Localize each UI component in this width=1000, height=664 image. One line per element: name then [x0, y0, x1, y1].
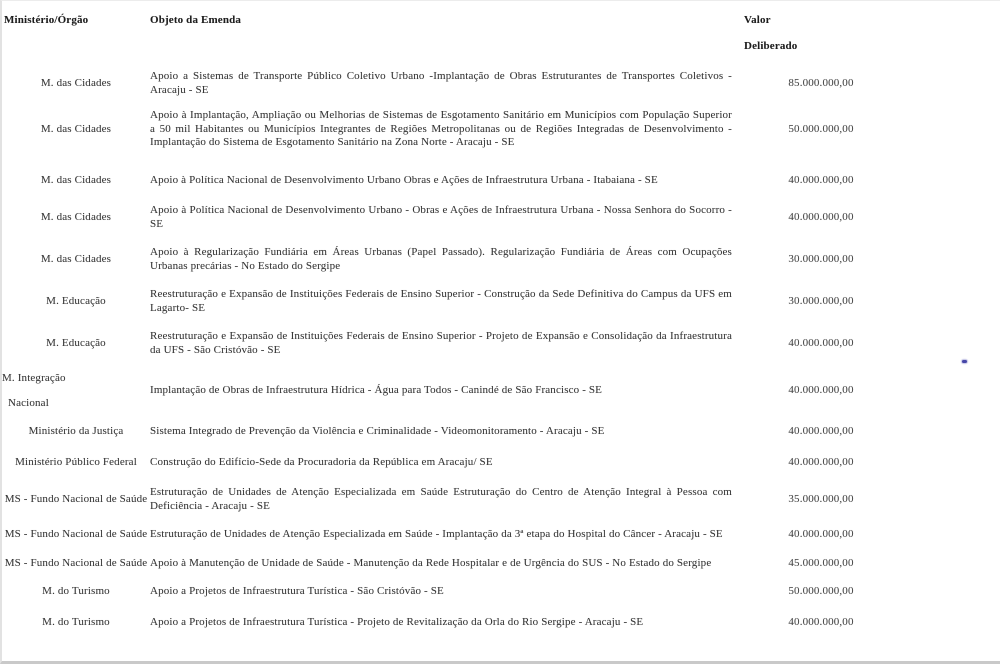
ministry-cell: M. do Turismo: [42, 585, 110, 597]
ministry-cell: M. das Cidades: [40, 173, 112, 186]
object-cell: Apoio à Implantação, Ampliação ou Melhorias de Sistemas de Esgotamento Sanitário em Municípios com População Superior a 50 mil Habitantes ou Municípios Integrantes de Regiões Metropolitanas ou de Regiões Integradas de Desenvolvimento - Implantação do Sistema de Esgotamento Sanitário na Zona Norte - Aracaju - SE: [150, 109, 732, 148]
value-cell: 40.000.000,00: [788, 173, 854, 186]
table-header-row: [2, 1, 1000, 52]
object-cell: Reestruturação e Expansão de Instituições Federais de Ensino Superior - Construção da Sede Definitiva do Campus da UFS em Lagarto- SE: [150, 288, 732, 314]
value-cell: 85.000.000,00: [788, 76, 854, 89]
budget-amendments-table: [2, 1, 1000, 644]
object-cell: Apoio à Manutenção de Unidade de Saúde - Manutenção da Rede Hospitalar e de Urgência do SUS - No Estado do Sergipe: [150, 556, 712, 569]
table-row: [2, 246, 1000, 273]
table-row: [2, 174, 1000, 188]
ministry-cell: M. Educação: [46, 336, 106, 349]
object-cell: Apoio à Política Nacional de Desenvolvimento Urbano - Obras e Ações de Infraestrutura Urbana - Nossa Senhora do Socorro - SE: [150, 204, 732, 230]
column-header-object: Objeto da Emenda: [150, 14, 242, 26]
ministry-cell: Ministério Público Federal: [15, 455, 137, 468]
ink-speck-artifact: [962, 360, 967, 363]
value-cell: 30.000.000,00: [788, 294, 854, 307]
object-cell: Apoio à Regularização Fundiária em Áreas Urbanas (Papel Passado). Regularização Fundiária de Áreas com Ocupações Urbanas precárias - No Estado do Sergipe: [150, 246, 732, 272]
value-cell: 40.000.000,00: [788, 455, 854, 468]
ministry-cell: MS - Fundo Nacional de Saúde: [4, 556, 148, 569]
table-row: [2, 372, 1000, 410]
object-cell: Construção do Edifício-Sede da Procuradoria da República em Aracaju/ SE: [150, 455, 493, 468]
table-row: [2, 425, 1000, 439]
table-row: [2, 109, 1000, 150]
table-row: [2, 486, 1000, 513]
ministry-cell: M. das Cidades: [40, 122, 112, 135]
value-cell: 50.000.000,00: [788, 122, 854, 135]
value-cell: 50.000.000,00: [788, 585, 854, 597]
column-header-value: [742, 14, 900, 52]
table-row: [2, 456, 1000, 470]
object-cell: Estruturação de Unidades de Atenção Especializada em Saúde Estruturação do Centro de Atenção Integral à Pessoa com Deficiência - Aracaju - SE: [150, 486, 732, 512]
value-cell: 45.000.000,00: [788, 556, 854, 569]
ministry-cell: MS - Fundo Nacional de Saúde: [4, 492, 148, 505]
value-cell: 40.000.000,00: [788, 528, 854, 540]
ministry-line1: M. Integração: [2, 372, 66, 384]
ministry-cell: [2, 372, 150, 410]
column-header-value-line1: Valor: [744, 14, 771, 26]
value-cell: 40.000.000,00: [788, 425, 854, 437]
object-cell: Implantação de Obras de Infraestrutura Hídrica - Água para Todos - Canindé de São Francisco - SE: [150, 384, 603, 397]
object-cell: Apoio a Projetos de Infraestrutura Turística - São Cristóvão - SE: [150, 585, 444, 597]
value-cell: 30.000.000,00: [788, 252, 854, 265]
table-body: [2, 52, 1000, 629]
value-cell: 35.000.000,00: [788, 492, 854, 505]
table-row: [2, 557, 1000, 571]
table-row: [2, 204, 1000, 231]
table-row: [2, 288, 1000, 315]
ministry-cell: M. das Cidades: [40, 210, 112, 223]
table-row: [2, 330, 1000, 357]
value-cell: 40.000.000,00: [788, 210, 854, 223]
ministry-cell: M. Educação: [46, 294, 106, 307]
table-row: [2, 70, 1000, 97]
object-cell: Estruturação de Unidades de Atenção Especializada em Saúde - Implantação da 3ª etapa do Hospital do Câncer - Aracaju - SE: [150, 528, 723, 540]
ministry-cell: M. das Cidades: [40, 76, 112, 89]
value-cell: 40.000.000,00: [788, 615, 854, 628]
value-cell: 40.000.000,00: [788, 336, 854, 349]
table-row: [2, 616, 1000, 630]
object-cell: Apoio a Projetos de Infraestrutura Turística - Projeto de Revitalização da Orla do Rio Sergipe - Aracaju - SE: [150, 615, 644, 628]
column-header-ministry: Ministério/Órgão: [4, 14, 89, 26]
object-cell: Apoio a Sistemas de Transporte Público Coletivo Urbano -Implantação de Obras Estruturantes de Transportes Coletivos - Aracaju - SE: [150, 70, 732, 96]
object-cell: Apoio à Política Nacional de Desenvolvimento Urbano Obras e Ações de Infraestrutura Urbana - Itabaiana - SE: [150, 173, 658, 186]
object-cell: Sistema Integrado de Prevenção da Violência e Criminalidade - Videomonitoramento - Aracaju - SE: [150, 425, 605, 437]
ministry-cell: Ministério da Justiça: [28, 425, 124, 437]
object-cell: Reestruturação e Expansão de Instituições Federais de Ensino Superior - Projeto de Expansão e Consolidação da Infraestrutura da UFS - São Cristóvão - SE: [150, 330, 732, 356]
ministry-cell: M. do Turismo: [42, 615, 110, 628]
ministry-cell: MS - Fundo Nacional de Saúde: [4, 528, 148, 540]
ministry-line2: Nacional: [8, 396, 49, 409]
column-header-value-line2: Deliberado: [744, 40, 798, 52]
value-cell: 40.000.000,00: [788, 384, 854, 397]
table-row: [2, 585, 1000, 599]
table-row: [2, 528, 1000, 542]
ministry-cell: M. das Cidades: [40, 252, 112, 265]
